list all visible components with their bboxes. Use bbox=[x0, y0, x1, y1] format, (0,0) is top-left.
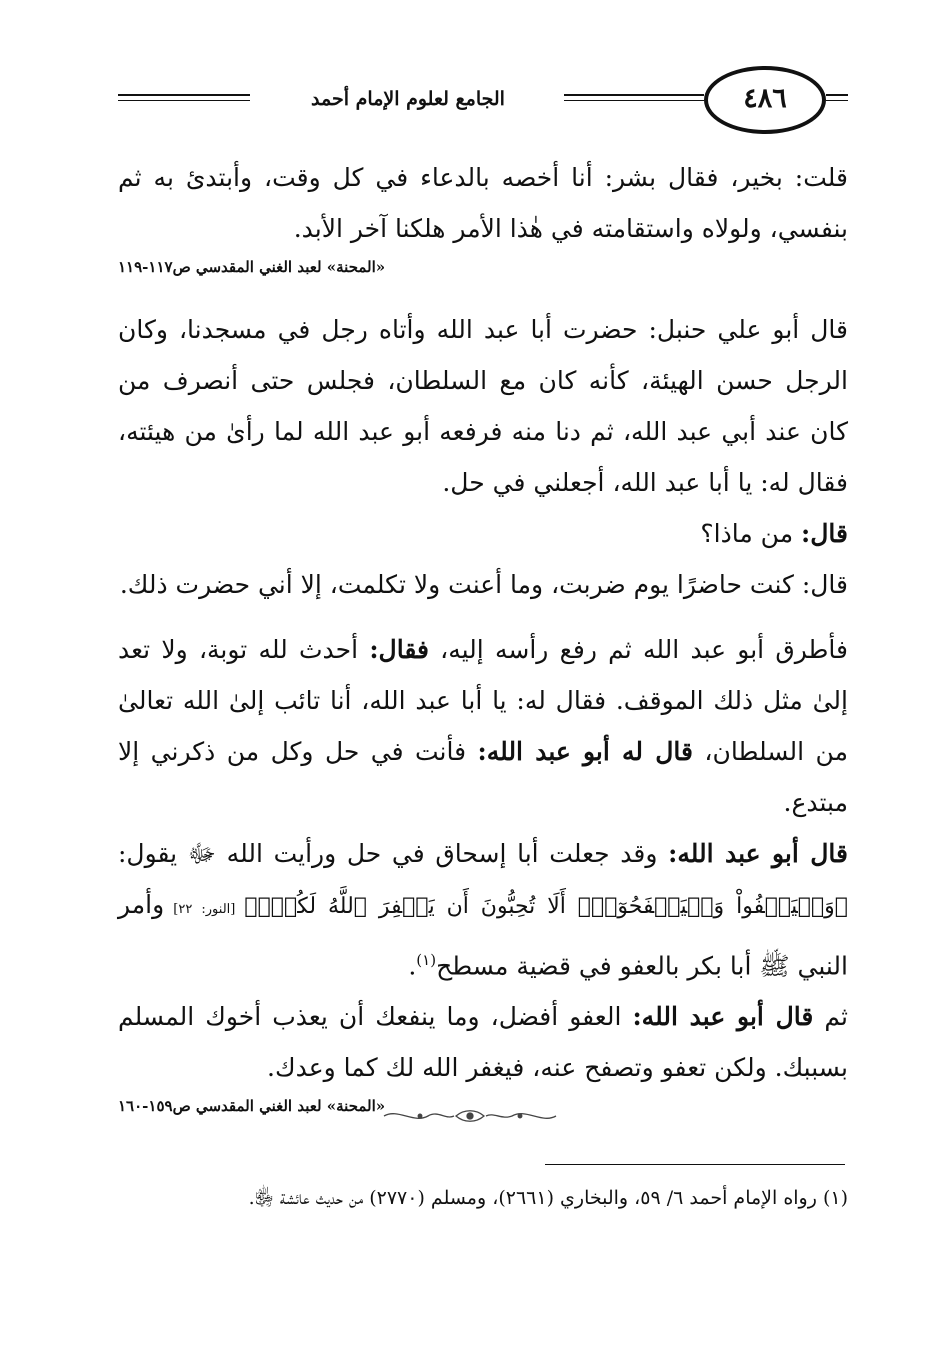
main-text bbox=[118, 152, 848, 1143]
verse-citation: [النور: ٢٢] bbox=[164, 902, 245, 917]
footnote: (١) رواه الإمام أحمد ٦/ ٥٩، والبخاري (٢٦٦١)، ومسلم (٢٧٧٠) من حديث عائشة ﵂. bbox=[248, 1187, 848, 1209]
paragraph-5 bbox=[118, 624, 848, 828]
speaker-label: قال أبو عبد الله: bbox=[632, 1002, 814, 1032]
footnote-separator bbox=[545, 1164, 845, 1165]
source-reference-2: «المحنة» لعبد الغني المقدسي ص١٥٩-١٦٠ bbox=[118, 1097, 386, 1116]
paragraph-6-part-b: وأمر النبي ﷺ أبا بكر بالعفو في قضية مسطح bbox=[118, 890, 848, 981]
ornament-divider-icon bbox=[380, 1106, 560, 1126]
paragraph-4: قال: كنت حاضرًا يوم ضربت، وما أعنت ولا تكلمت، إلا أني حضرت ذلك. bbox=[119, 570, 848, 599]
paragraph-5-part-a: فأطرق أبو عبد الله ثم رفع رأسه إليه، bbox=[428, 635, 848, 664]
paragraph-7-part-a: ثم bbox=[813, 1002, 849, 1032]
page-number: ٤٨٦ bbox=[704, 66, 826, 134]
speaker-label: قال: bbox=[801, 519, 848, 548]
paragraph-6-part-a: وقد جعلت أبا إسحاق في حل ورأيت الله ﷻ يقول: bbox=[118, 839, 669, 868]
paragraph-7 bbox=[118, 991, 848, 1093]
footnote-marker: (١) bbox=[416, 951, 437, 969]
paragraph-3-text: من ماذا؟ bbox=[700, 519, 802, 548]
paragraph-6 bbox=[118, 828, 848, 991]
speaker-label: قال أبو عبد الله: bbox=[668, 839, 848, 868]
book-title: الجامع لعلوم الإمام أحمد bbox=[311, 88, 505, 110]
speaker-label: قال له أبو عبد الله: bbox=[477, 737, 693, 766]
quran-verse: ﴿وَلۡيَعۡفُواْ وَلۡيَصۡفَحُوٓاْۗ أَلَا تُحِبُّونَ أَن يَغۡفِرَ ٱللَّهُ لَكُمۡۚ﴾ bbox=[244, 894, 848, 919]
page-header bbox=[118, 64, 848, 136]
header-rule-right-top bbox=[826, 94, 848, 96]
header-rule-left-bottom bbox=[118, 100, 250, 101]
paragraph-5-part-b: أحدث لله توبة، ولا تعد إلىٰ مثل ذلك الموقف. فقال له: يا أبا عبد الله، أنا تائب إلىٰ الله تعالىٰ من السلطان، bbox=[118, 635, 848, 766]
header-rule-mid-top bbox=[564, 94, 704, 96]
header-rule-left-top bbox=[118, 94, 250, 96]
paragraph-1: قلت: بخير، فقال بشر: أنا أخصه بالدعاء في كل وقت، وأبتدئ به ثم بنفسي، ولولاه واستقامته في هٰذا الأمر هلكنا آخر الأبد. bbox=[118, 163, 848, 243]
paragraph-6-end: . bbox=[408, 951, 417, 981]
speaker-label: فقال: bbox=[369, 635, 429, 664]
source-reference-1: «المحنة» لعبد الغني المقدسي ص١١٧-١١٩ bbox=[118, 258, 386, 276]
paragraph-2: قال أبو علي حنبل: حضرت أبا عبد الله وأتاه رجل في مسجدنا، وكان الرجل حسن الهيئة، كأنه كان مع السلطان، فجلس حتى أنصرف من كان عند أبي عبد الله، ثم دنا منه فرفعه أبو عبد الله لما رأىٰ من هيئته، فقال له: يا أبا عبد الله، أجعلني في حل. bbox=[118, 315, 848, 497]
paragraph-5-part-c: فأنت في حل وكل من ذكرني إلا مبتدع. bbox=[118, 737, 848, 817]
header-rule-right-bottom bbox=[826, 100, 848, 101]
paragraph-3 bbox=[118, 508, 848, 559]
header-rule-mid-bottom bbox=[564, 100, 704, 101]
paragraph-7-part-b: العفو أفضل، وما ينفعك أن يعذب أخوك المسلم بسببك. ولكن تعفو وتصفح عنه، فيغفر الله لك كما وعدك. bbox=[118, 1002, 848, 1083]
